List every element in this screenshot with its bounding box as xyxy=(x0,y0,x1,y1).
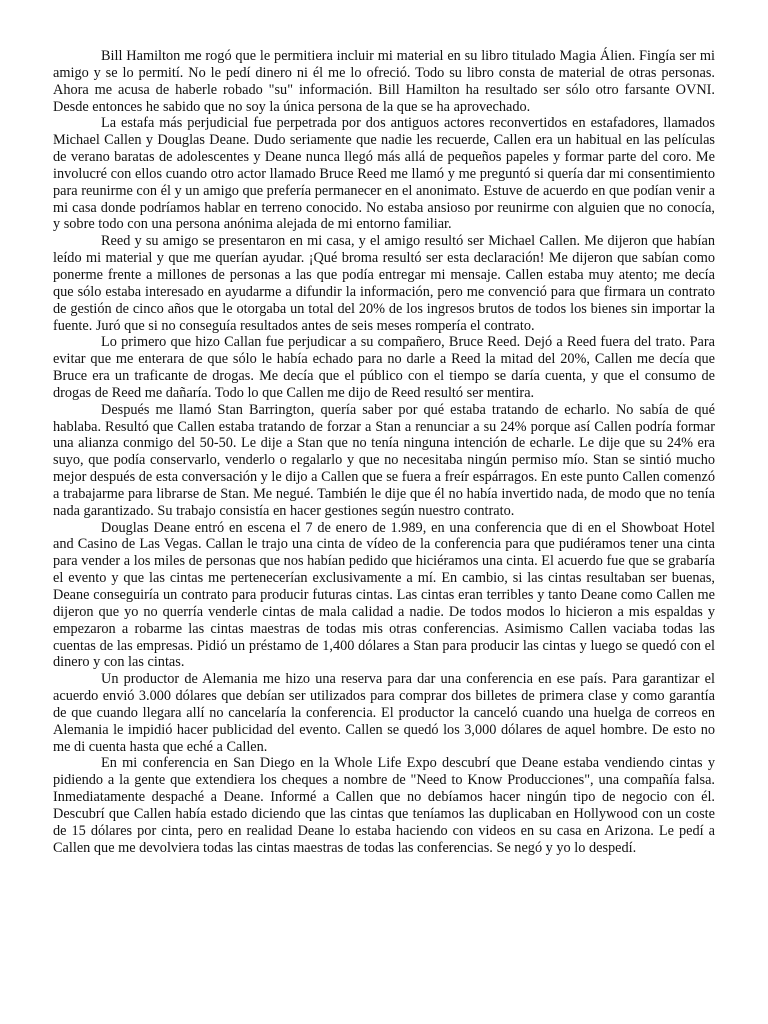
document-page xyxy=(53,48,715,857)
paragraph-5: Después me llamó Stan Barrington, quería saber por qué estaba tratando de echarlo. No sabía de qué hablaba. Resultó que Callen estaba tratando de forzar a Stan a renunciar a su 24% porque así Callen podría formar una alianza conmigo del 50-50. Le dije a Stan que no tenía ninguna intención de echarle. Le dije que su 24% era suyo, que podía conservarlo, venderlo o regalarlo y que no necesitaba ningún permiso mío. Stan se sintió mucho mejor después de esta conversación y le dijo a Callen que se fuera a freír espárragos. En este punto Callen comenzó a trabajarme para librarse de Stan. Me negué. También le dije que él no había invertido nada, de modo que no tenía nada garantizado. Su trabajo consistía en hacer gestiones según nuestro contrato. xyxy=(53,401,715,519)
paragraph-3: Reed y su amigo se presentaron en mi casa, y el amigo resultó ser Michael Callen. Me dijeron que habían leído mi material y que me querían ayudar. ¡Qué broma resultó ser esta declaración! Me dijeron que sabían como ponerme frente a millones de personas a las que podía entregar mi mensaje. Callen estaba muy atento; me decía que sólo estaba interesado en ayudarme a difundir la información, pero me convenció para que firmara un contrato de gestión de cinco años que le otorgaba un total del 20% de los ingresos brutos de todos los bienes sin importar la fuente. Juró que si no conseguía resultados antes de seis meses rompería el contrato. xyxy=(53,233,715,334)
paragraph-7: Un productor de Alemania me hizo una reserva para dar una conferencia en ese país. Para garantizar el acuerdo envió 3.000 dólares que debían ser utilizados para comprar dos billetes de primera clase y como garantía de que cuando llegara allí no cancelaría la conferencia. El productor la canceló cuando una huelga de correos en Alemania le impidió hacer publicidad del evento. Callen se quedó los 3,000 dólares de aquel hombre. De esto no me di cuenta hasta que eché a Callen. xyxy=(53,671,715,755)
paragraph-4: Lo primero que hizo Callan fue perjudicar a su compañero, Bruce Reed. Dejó a Reed fuera del trato. Para evitar que me enterara de que sólo le había echado para no darle a Reed la mitad del 20%, Callen me decía que Bruce era un traficante de drogas. Me decía que el público con el tiempo se daría cuenta, y que el consumo de drogas de Reed me dañaría. Todo lo que Callen me dijo de Reed resultó ser mentira. xyxy=(53,334,715,401)
paragraph-6: Douglas Deane entró en escena el 7 de enero de 1.989, en una conferencia que di en el Showboat Hotel and Casino de Las Vegas. Callan le trajo una cinta de vídeo de la conferencia para que pudiéramos tener una cinta para vender a los miles de personas que nos habían pedido que hiciéramos una cinta. El acuerdo fue que se grabaría el evento y que las cintas me pertenecerían exclusivamente a mí. En cambio, si las cintas resultaban ser buenas, Deane conseguiría un contrato para producir futuras cintas. Las cintas eran terribles y tanto Deane como Callen me dijeron que yo no querría venderle cintas de mala calidad a nadie. De todos modos lo hicieron a mis espaldas y empezaron a robarme las cintas maestras de todas mis otras conferencias. Asimismo Callen vaciaba todas las cuentas de las empresas. Pidió un préstamo de 1,400 dólares a Stan para producir las cintas y luego se quedó con el dinero y con las cintas. xyxy=(53,519,715,671)
paragraph-1: Bill Hamilton me rogó que le permitiera incluir mi material en su libro titulado Magia Álien. Fingía ser mi amigo y se lo permití. No le pedí dinero ni él me lo ofreció. Todo su libro consta de material de otras personas. Ahora me acusa de haberle robado "su" información. Bill Hamilton ha resultado ser sólo otro farsante OVNI. Desde entonces he sabido que no soy la única persona de la que se ha aprovechado. xyxy=(53,48,715,115)
paragraph-2: La estafa más perjudicial fue perpetrada por dos antiguos actores reconvertidos en estafadores, llamados Michael Callen y Douglas Deane. Dudo seriamente que nadie les recuerde, Callen era un habitual en las películas de verano baratas de adolescentes y Deane nunca llegó más allá de pequeños papeles y formar parte del coro. Me involucré con ellos cuando otro actor llamado Bruce Reed me llamó y me preguntó si quería dar mi consentimiento para reunirme con él y un amigo que prefería permanecer en el anonimato. Estuve de acuerdo en que podían venir a mi casa donde podríamos hablar en terreno conocido. No estaba ansioso por reunirme con alguien que no conocía, y sobre todo con una persona anónima alejada de mi entorno familiar. xyxy=(53,115,715,233)
paragraph-8: En mi conferencia en San Diego en la Whole Life Expo descubrí que Deane estaba vendiendo cintas y pidiendo a la gente que extendiera los cheques a nombre de "Need to Know Producciones", una compañía falsa. Inmediatamente despaché a Deane. Informé a Callen que no debíamos hacer ningún tipo de negocio con él. Descubrí que Callen había estado diciendo que las cintas que teníamos las duplicaban en Hollywood con un coste de 15 dólares por cinta, pero en realidad Deane lo estaba haciendo con videos en su casa en Arizona. Le pedí a Callen que me devolviera todas las cintas maestras de todas las conferencias. Se negó y yo lo despedí. xyxy=(53,755,715,856)
